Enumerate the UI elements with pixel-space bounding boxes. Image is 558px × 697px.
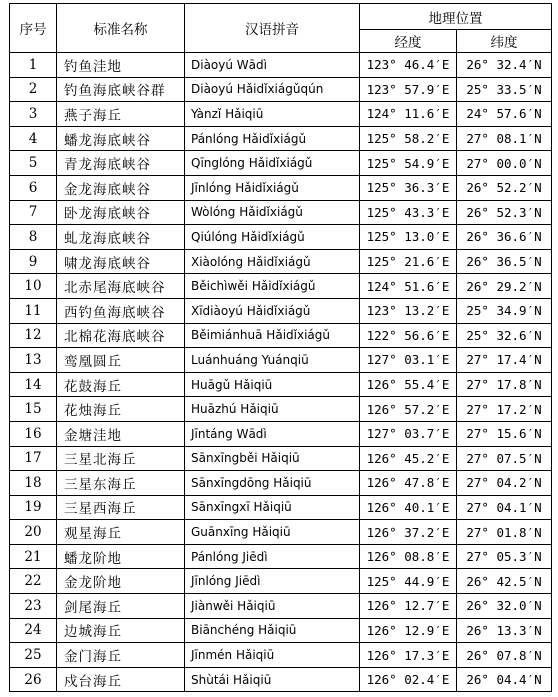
- latitude: 26° 36.5′N: [457, 249, 552, 274]
- standard-name: 虬龙海底峡谷: [57, 225, 185, 250]
- table-row: [10, 569, 552, 594]
- standard-name: 鸾凰圆丘: [57, 348, 185, 373]
- standard-name: 金龙阶地: [57, 569, 185, 594]
- table-row: [10, 323, 552, 348]
- longitude: 125° 21.6′E: [360, 249, 457, 274]
- latitude: 26° 07.8′N: [457, 643, 552, 668]
- table-row: [10, 126, 552, 151]
- latitude: 27° 15.6′N: [457, 421, 552, 446]
- table-row: [10, 77, 552, 102]
- pinyin-name: Xīdiàoyú Hǎidǐxiágǔ: [185, 298, 360, 323]
- table-row: [10, 225, 552, 250]
- row-number: 26: [10, 667, 57, 692]
- pinyin-name: Diàoyú Wādì: [185, 53, 360, 78]
- longitude: 126° 45.2′E: [360, 446, 457, 471]
- row-number: 21: [10, 544, 57, 569]
- table-row: [10, 274, 552, 299]
- pinyin-name: Qīnglóng Hǎidǐxiágǔ: [185, 151, 360, 176]
- standard-name: 观星海丘: [57, 520, 185, 545]
- table-row: [10, 446, 552, 471]
- pinyin-name: Běichìwěi Hǎidǐxiágǔ: [185, 274, 360, 299]
- latitude: 27° 08.1′N: [457, 126, 552, 151]
- latitude: 26° 36.6′N: [457, 225, 552, 250]
- place-name-table: [9, 3, 552, 692]
- standard-name: 蟠龙阶地: [57, 544, 185, 569]
- longitude: 125° 44.9′E: [360, 569, 457, 594]
- latitude: 25° 32.6′N: [457, 323, 552, 348]
- table-row: [10, 298, 552, 323]
- row-number: 13: [10, 348, 57, 373]
- standard-name: 金龙海底峡谷: [57, 175, 185, 200]
- pinyin-name: Diàoyú Hǎidǐxiágǔqún: [185, 77, 360, 102]
- row-number: 2: [10, 77, 57, 102]
- standard-name: 花烛海丘: [57, 397, 185, 422]
- row-number: 14: [10, 372, 57, 397]
- pinyin-name: Pánlóng Hǎidǐxiágǔ: [185, 126, 360, 151]
- latitude: 26° 32.0′N: [457, 594, 552, 619]
- row-number: 3: [10, 102, 57, 127]
- pinyin-name: Yànzǐ Hǎiqiū: [185, 102, 360, 127]
- row-number: 19: [10, 495, 57, 520]
- latitude: 24° 57.6′N: [457, 102, 552, 127]
- pinyin-name: Biānchéng Hǎiqiū: [185, 618, 360, 643]
- pinyin-name: Luánhuáng Yuánqiū: [185, 348, 360, 373]
- pinyin-name: Huāzhú Hǎiqiū: [185, 397, 360, 422]
- row-number: 9: [10, 249, 57, 274]
- table-row: [10, 397, 552, 422]
- table-row: [10, 594, 552, 619]
- longitude: 125° 13.0′E: [360, 225, 457, 250]
- header-latitude: 纬度: [457, 30, 552, 53]
- row-number: 6: [10, 175, 57, 200]
- standard-name: 三星东海丘: [57, 471, 185, 496]
- row-number: 11: [10, 298, 57, 323]
- row-number: 23: [10, 594, 57, 619]
- row-number: 15: [10, 397, 57, 422]
- header-row: [10, 4, 552, 30]
- table-row: [10, 200, 552, 225]
- longitude: 126° 17.3′E: [360, 643, 457, 668]
- table-row: [10, 372, 552, 397]
- latitude: 26° 04.4′N: [457, 667, 552, 692]
- header-name: 标准名称: [57, 4, 185, 53]
- standard-name: 金门海丘: [57, 643, 185, 668]
- header-longitude: 经度: [360, 30, 457, 53]
- longitude: 126° 02.4′E: [360, 667, 457, 692]
- row-number: 25: [10, 643, 57, 668]
- longitude: 126° 12.7′E: [360, 594, 457, 619]
- table-row: [10, 102, 552, 127]
- latitude: 26° 29.2′N: [457, 274, 552, 299]
- latitude: 27° 17.4′N: [457, 348, 552, 373]
- longitude: 125° 58.2′E: [360, 126, 457, 151]
- row-number: 18: [10, 471, 57, 496]
- header-location: 地理位置: [360, 4, 552, 30]
- table-row: [10, 249, 552, 274]
- standard-name: 青龙海底峡谷: [57, 151, 185, 176]
- longitude: 125° 54.9′E: [360, 151, 457, 176]
- longitude: 123° 46.4′E: [360, 53, 457, 78]
- longitude: 126° 37.2′E: [360, 520, 457, 545]
- standard-name: 蟠龙海底峡谷: [57, 126, 185, 151]
- longitude: 126° 57.2′E: [360, 397, 457, 422]
- longitude: 126° 40.1′E: [360, 495, 457, 520]
- standard-name: 戍台海丘: [57, 667, 185, 692]
- row-number: 16: [10, 421, 57, 446]
- pinyin-name: Jīnlóng Hǎidǐxiágǔ: [185, 175, 360, 200]
- latitude: 27° 05.3′N: [457, 544, 552, 569]
- header-pinyin: 汉语拼音: [185, 4, 360, 53]
- longitude: 122° 56.6′E: [360, 323, 457, 348]
- table-row: [10, 175, 552, 200]
- table-row: [10, 495, 552, 520]
- row-number: 8: [10, 225, 57, 250]
- standard-name: 北棉花海底峡谷: [57, 323, 185, 348]
- pinyin-name: Wòlóng Hǎidǐxiágǔ: [185, 200, 360, 225]
- longitude: 125° 36.3′E: [360, 175, 457, 200]
- latitude: 27° 04.2′N: [457, 471, 552, 496]
- table-row: [10, 520, 552, 545]
- standard-name: 西钓鱼海底峡谷: [57, 298, 185, 323]
- row-number: 24: [10, 618, 57, 643]
- table-row: [10, 471, 552, 496]
- row-number: 5: [10, 151, 57, 176]
- pinyin-name: Xiàolóng Hǎidǐxiágǔ: [185, 249, 360, 274]
- row-number: 12: [10, 323, 57, 348]
- pinyin-name: Sānxīngběi Hǎiqiū: [185, 446, 360, 471]
- latitude: 25° 34.9′N: [457, 298, 552, 323]
- table-row: [10, 53, 552, 78]
- longitude: 123° 13.2′E: [360, 298, 457, 323]
- longitude: 126° 08.8′E: [360, 544, 457, 569]
- longitude: 124° 51.6′E: [360, 274, 457, 299]
- pinyin-name: Sānxīngxī Hǎiqiū: [185, 495, 360, 520]
- latitude: 27° 04.1′N: [457, 495, 552, 520]
- row-number: 7: [10, 200, 57, 225]
- longitude: 126° 12.9′E: [360, 618, 457, 643]
- table-row: [10, 667, 552, 692]
- pinyin-name: Pánlóng Jiēdì: [185, 544, 360, 569]
- pinyin-name: Jiànwěi Hǎiqiū: [185, 594, 360, 619]
- pinyin-name: Jīnlóng Jiēdì: [185, 569, 360, 594]
- standard-name: 卧龙海底峡谷: [57, 200, 185, 225]
- standard-name: 三星北海丘: [57, 446, 185, 471]
- row-number: 22: [10, 569, 57, 594]
- pinyin-name: Jīntáng Wādì: [185, 421, 360, 446]
- longitude: 125° 43.3′E: [360, 200, 457, 225]
- pinyin-name: Jīnmén Hǎiqiū: [185, 643, 360, 668]
- longitude: 126° 47.8′E: [360, 471, 457, 496]
- latitude: 27° 17.8′N: [457, 372, 552, 397]
- table-row: [10, 421, 552, 446]
- table-row: [10, 348, 552, 373]
- latitude: 27° 07.5′N: [457, 446, 552, 471]
- longitude: 127° 03.7′E: [360, 421, 457, 446]
- table-row: [10, 643, 552, 668]
- latitude: 25° 33.5′N: [457, 77, 552, 102]
- row-number: 17: [10, 446, 57, 471]
- pinyin-name: Qiúlóng Hǎidǐxiágǔ: [185, 225, 360, 250]
- pinyin-name: Guānxīng Hǎiqiū: [185, 520, 360, 545]
- pinyin-name: Sānxīngdōng Hǎiqiū: [185, 471, 360, 496]
- row-number: 10: [10, 274, 57, 299]
- table-row: [10, 618, 552, 643]
- latitude: 27° 17.2′N: [457, 397, 552, 422]
- row-number: 20: [10, 520, 57, 545]
- latitude: 26° 32.4′N: [457, 53, 552, 78]
- row-number: 1: [10, 53, 57, 78]
- standard-name: 边城海丘: [57, 618, 185, 643]
- standard-name: 剑尾海丘: [57, 594, 185, 619]
- standard-name: 金塘洼地: [57, 421, 185, 446]
- standard-name: 燕子海丘: [57, 102, 185, 127]
- pinyin-name: Běimiánhuā Hǎidǐxiágǔ: [185, 323, 360, 348]
- longitude: 126° 55.4′E: [360, 372, 457, 397]
- latitude: 26° 13.3′N: [457, 618, 552, 643]
- pinyin-name: Shùtái Hǎiqiū: [185, 667, 360, 692]
- latitude: 26° 52.2′N: [457, 175, 552, 200]
- latitude: 27° 01.8′N: [457, 520, 552, 545]
- latitude: 26° 42.5′N: [457, 569, 552, 594]
- longitude: 127° 03.1′E: [360, 348, 457, 373]
- standard-name: 花鼓海丘: [57, 372, 185, 397]
- longitude: 123° 57.9′E: [360, 77, 457, 102]
- standard-name: 钓鱼海底峡谷群: [57, 77, 185, 102]
- table-row: [10, 544, 552, 569]
- standard-name: 钓鱼洼地: [57, 53, 185, 78]
- latitude: 27° 00.0′N: [457, 151, 552, 176]
- latitude: 26° 52.3′N: [457, 200, 552, 225]
- standard-name: 北赤尾海底峡谷: [57, 274, 185, 299]
- table-body: [10, 53, 552, 692]
- standard-name: 三星西海丘: [57, 495, 185, 520]
- row-number: 4: [10, 126, 57, 151]
- header-no: 序号: [10, 4, 57, 53]
- table-row: [10, 151, 552, 176]
- standard-name: 啸龙海底峡谷: [57, 249, 185, 274]
- longitude: 124° 11.6′E: [360, 102, 457, 127]
- pinyin-name: Huāgǔ Hǎiqiū: [185, 372, 360, 397]
